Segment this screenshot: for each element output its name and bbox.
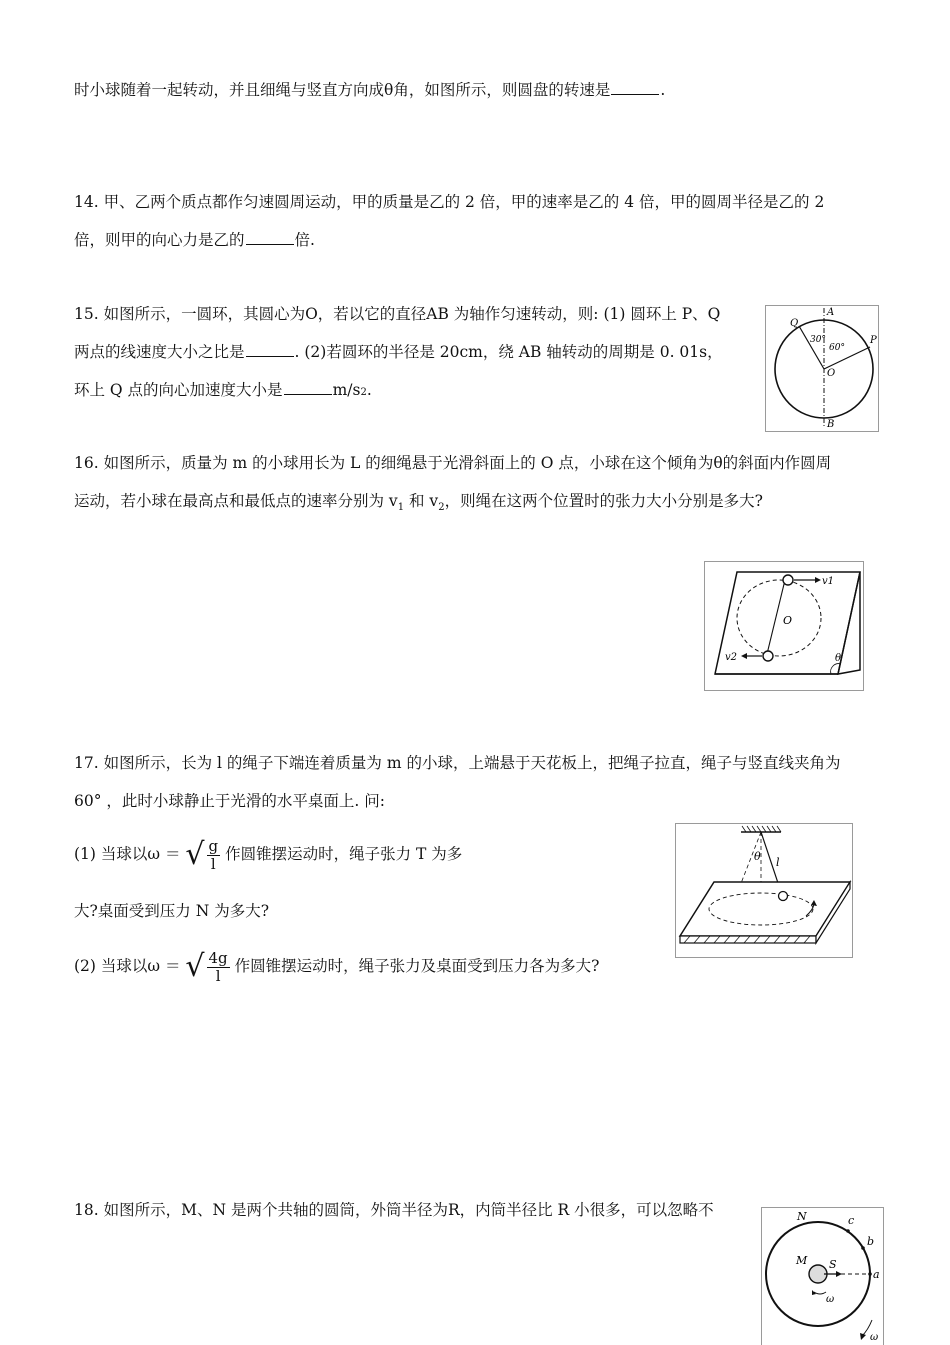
q14-line2 — [74, 230, 315, 250]
q16-sub1: 1 — [397, 502, 405, 514]
q17-part2 — [74, 948, 599, 985]
q14-line1: 14. 甲、乙两个质点都作匀速圆周运动，甲的质量是乙的 2 倍，甲的速率是乙的 4 倍，甲的圆周半径是乙的 2 — [74, 193, 825, 211]
label-n: N — [797, 1210, 807, 1223]
q13-answer-blank[interactable] — [611, 80, 659, 95]
label-v2: v2 — [725, 652, 738, 663]
label-v1: v1 — [822, 576, 835, 587]
q13-line — [74, 80, 665, 100]
q17-p1-text-a: (1) 当球以ω ＝ — [74, 845, 181, 863]
label-omega-inner: ω — [826, 1294, 835, 1305]
table-edge — [680, 936, 816, 943]
q16-line2 — [74, 491, 763, 518]
q15-text-b: . (2)若圆环的半径是 20cm，绕 AB 轴转动的周期是 0. 01s， — [294, 343, 723, 361]
ball-top — [783, 575, 793, 585]
q17-p2-num: 4g — [208, 948, 228, 967]
label-omega-outer: ω — [870, 1332, 879, 1343]
q17-line1: 17. 如图所示，长为 l 的绳子下端连着质量为 m 的小球，上端悬于天花板上，把绳子拉直，绳子与竖直线夹角为 — [74, 754, 841, 772]
q15-end: . — [366, 381, 372, 399]
radius-q — [799, 326, 824, 369]
q15-answer-blank-1[interactable] — [246, 342, 294, 357]
q17-part1-cont: 大?桌面受到压力 N 为多大? — [74, 902, 270, 920]
q16-sub2: 2 — [438, 502, 445, 514]
label-30deg: 30° — [810, 335, 826, 345]
label-m: M — [796, 1254, 808, 1267]
q16-text-a: 运动，若小球在最高点和最低点的速率分别为 v — [74, 492, 398, 510]
label-60deg: 60° — [829, 343, 845, 353]
q15-ring-figure — [765, 305, 879, 432]
q13-end: . — [660, 81, 666, 99]
q17-part1 — [74, 836, 462, 873]
q17-p2-text-a: (2) 当球以ω ＝ — [74, 957, 181, 975]
q15-answer-blank-2[interactable] — [284, 380, 332, 395]
label-o: O — [827, 368, 836, 379]
label-b: b — [867, 1235, 875, 1248]
incline-side — [838, 572, 860, 674]
label-a: A — [827, 307, 835, 318]
q17-p2-den: l — [215, 966, 221, 985]
label-q: Q — [790, 318, 799, 329]
q15-unit: m/s — [332, 381, 361, 399]
sqrt-sign: √ — [185, 837, 205, 872]
q17-p1-frac — [207, 838, 221, 873]
label-theta: θ — [835, 653, 842, 664]
q17-line2: 60° ，此时小球静止于光滑的水平桌面上. 问: — [74, 792, 385, 810]
q17-p2-frac — [207, 950, 230, 985]
q17-p2-text-b: 作圆锥摆运动时，绳子张力及桌面受到压力各为多大? — [234, 957, 600, 975]
q14-text-end: 倍. — [294, 231, 315, 249]
q18-cylinder-figure — [761, 1207, 884, 1345]
q15-line2 — [74, 342, 723, 362]
q14-answer-blank[interactable] — [246, 230, 294, 245]
q15-text-a: 两点的线速度大小之比是 — [74, 343, 245, 361]
q17-p1-den: l — [210, 854, 216, 873]
q14-text: 倍，则甲的向心力是乙的 — [74, 231, 245, 249]
q15-line1: 15. 如图所示，一圆环，其圆心为O，若以它的直径AB 为轴作匀速转动，则: (1) 圆环上 P、Q — [74, 305, 721, 323]
q18-line1: 18. 如图所示，M、N 是两个共轴的圆筒，外筒半径为R，内筒半径比 R 小很多，可以忽略不 — [74, 1201, 714, 1219]
label-a: a — [873, 1268, 880, 1281]
q15-text-c: 环上 Q 点的向心加速度大小是 — [74, 381, 283, 399]
orbit-ellipse — [737, 580, 821, 656]
q17-p1-text-b: 作圆锥摆运动时，绳子张力 T 为多 — [225, 845, 463, 863]
label-p: P — [870, 335, 877, 346]
label-l: l — [776, 856, 780, 869]
q17-conical-figure — [675, 823, 853, 958]
q13-text: 时小球随着一起转动，并且细绳与竖直方向成θ角，如图所示，则圆盘的转速是 — [74, 81, 611, 99]
label-s: S — [829, 1258, 837, 1271]
ball-bottom — [763, 651, 773, 661]
q16-text-b: 和 v — [404, 492, 439, 510]
label-theta: θ — [754, 850, 761, 863]
label-c: c — [848, 1214, 855, 1227]
q17-p1-num: g — [208, 836, 219, 855]
q15-unit-exp: 2 — [360, 387, 367, 398]
q16-text-c: ，则绳在这两个位置时的张力大小分别是多大? — [444, 492, 763, 510]
ball — [779, 892, 788, 901]
q16-incline-figure — [704, 561, 864, 691]
label-o: O — [783, 614, 793, 627]
q16-line1: 16. 如图所示，质量为 m 的小球用长为 L 的细绳悬于光滑斜面上的 O 点，小球在这个倾角为θ的斜面内作圆周 — [74, 454, 832, 472]
label-b: B — [827, 419, 835, 430]
q15-line3 — [74, 380, 372, 403]
sqrt-sign: √ — [185, 949, 205, 984]
